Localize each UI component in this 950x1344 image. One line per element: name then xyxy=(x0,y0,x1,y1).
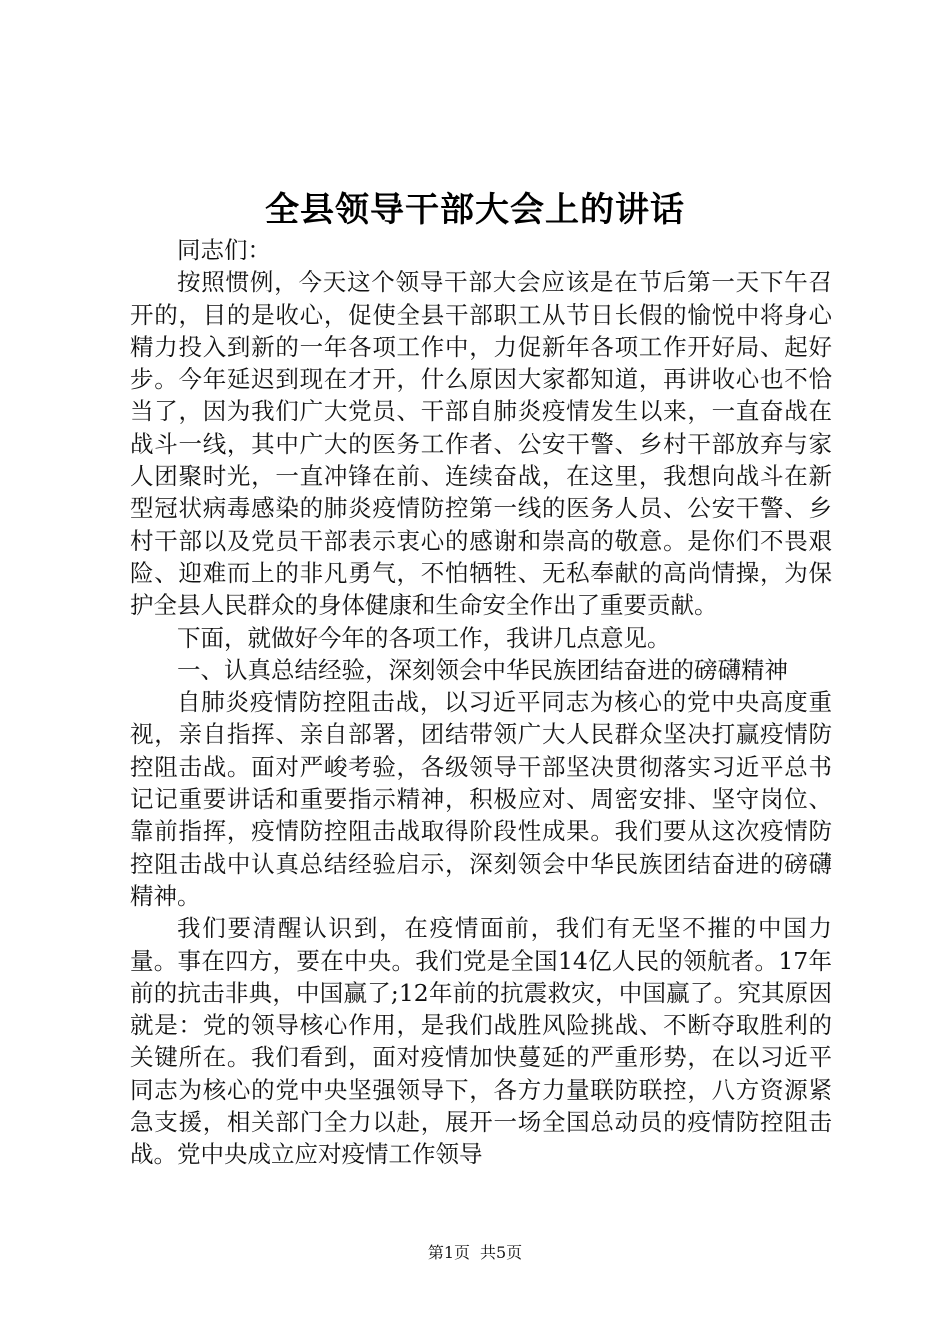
page-number: 第1页 xyxy=(427,1243,470,1262)
body-paragraph: 自肺炎疫情防控阻击战，以习近平同志为核心的党中央高度重视，亲自指挥、亲自部署，团结带领广大人民群众坚决打赢疫情防控阻击战。面对严峻考验，各级领导干部坚决贯彻落实习近平总书记记重要讲话和重要指示精神，积极应对、周密安排、坚守岗位、靠前指挥，疫情防控阻击战取得阶段性成果。我们要从这次疫情防控阻击战中认真总结经验启示，深刻领会中华民族团结奋进的磅礴精神。 xyxy=(130,688,832,910)
page-total: 共5页 xyxy=(480,1243,523,1262)
page-footer xyxy=(0,1241,950,1265)
body-paragraph: 按照惯例，今天这个领导干部大会应该是在节后第一天下午召开的，目的是收心，促使全县干部职工从节日长假的愉悦中将身心精力投入到新的一年各项工作中，力促新年各项工作开好局、起好步。今年延迟到现在才开，什么原因大家都知道，再讲收心也不恰当了，因为我们广大党员、干部自肺炎疫情发生以来，一直奋战在战斗一线，其中广大的医务工作者、公安干警、乡村干部放弃与家人团聚时光，一直冲锋在前、连续奋战，在这里，我想向战斗在新型冠状病毒感染的肺炎疫情防控第一线的医务人员、公安干警、乡村干部以及党员干部表示衷心的感谢和崇高的敬意。是你们不畏艰险、迎难而上的非凡勇气，不怕牺牲、无私奉献的高尚情操，为保护全县人民群众的身体健康和生命安全作出了重要贡献。 xyxy=(130,268,832,620)
salutation-paragraph: 同志们： xyxy=(177,236,271,264)
section-heading: 一、认真总结经验，深刻领会中华民族团结奋进的磅礴精神 xyxy=(177,655,788,684)
body-paragraph: 我们要清醒认识到，在疫情面前，我们有无坚不摧的中国力量。事在四方，要在中央。我们党是全国14亿人民的领航者。17年前的抗击非典，中国赢了;12年前的抗震救灾，中国赢了。究其原因就是：党的领导核心作用，是我们战胜风险挑战、不断夺取胜利的关键所在。我们看到，面对疫情加快蔓延的严重形势，在以习近平同志为核心的党中央坚强领导下，各方力量联防联控，八方资源紧急支援，相关部门全力以赴，展开一场全国总动员的疫情防控阻击战。党中央成立应对疫情工作领导 xyxy=(130,914,832,1169)
document-body xyxy=(130,234,832,1171)
body-paragraph: 下面，就做好今年的各项工作，我讲几点意见。 xyxy=(177,623,671,652)
page-title: 全县领导干部大会上的讲话 xyxy=(265,190,685,230)
